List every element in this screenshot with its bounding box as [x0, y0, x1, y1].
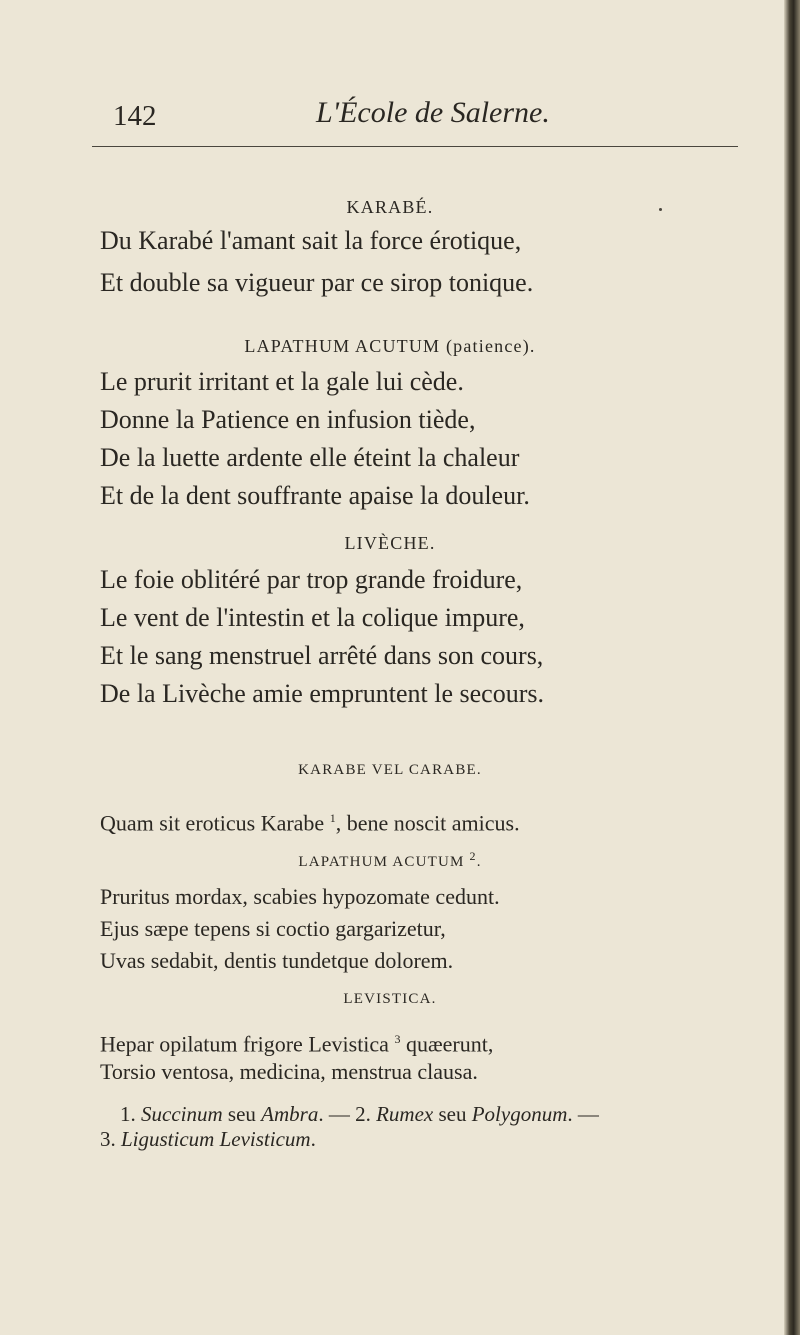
- footnote-term: Succinum: [141, 1102, 223, 1126]
- footnote-term: Polygonum: [471, 1102, 568, 1126]
- footnote-term: Ligusticum Levisticum: [121, 1127, 311, 1151]
- heading-liveche: LIVÈCHE.: [344, 533, 436, 553]
- footnote-number: 3.: [100, 1127, 121, 1151]
- verse-text: quæerunt,: [400, 1031, 494, 1057]
- verse-lapathum-3: De la luette ardente elle éteint la chaleur: [100, 443, 520, 472]
- verse-karabe-1: Du Karabé l'amant sait la force érotique,: [100, 226, 522, 255]
- page-edge-shadow: [784, 0, 800, 1335]
- footnote-line-2: [100, 1127, 599, 1152]
- paper-speck: [659, 208, 662, 211]
- footnote-text: seu: [433, 1102, 472, 1126]
- verse-liveche-1: Le foie oblitéré par trop grande froidure,: [100, 565, 523, 594]
- verse-text: , bene noscit amicus.: [335, 810, 520, 836]
- verse-lapathum-2: Donne la Patience en infusion tiède,: [100, 405, 476, 434]
- heading-text: .: [476, 854, 482, 870]
- footnote-marker-3: 3: [394, 1032, 401, 1046]
- footnote-text: seu: [222, 1102, 262, 1126]
- footnote-text: . —: [318, 1102, 356, 1126]
- heading-karabe: KARABÉ.: [346, 197, 434, 217]
- verse-karabe-latin: [100, 804, 520, 837]
- footnote-number: 2.: [355, 1102, 377, 1126]
- verse-lapathum-latin-2: Ejus sæpe tepens si coctio gargarizetur,: [100, 916, 446, 941]
- running-title: L'École de Salerne.: [316, 96, 550, 129]
- footnotes: [100, 1102, 599, 1152]
- verse-levistica-2: Torsio ventosa, medicina, menstrua clausa.: [100, 1059, 478, 1084]
- heading-lapathum: LAPATHUM ACUTUM (patience).: [244, 336, 536, 356]
- verse-liveche-3: Et le sang menstruel arrêté dans son cours,: [100, 641, 544, 670]
- footnote-term: Ambra: [261, 1102, 319, 1126]
- heading-karabe-latin: KARABE VEL CARABE.: [298, 762, 482, 778]
- verse-liveche-4: De la Livèche amie empruntent le secours.: [100, 679, 544, 708]
- header-rule: [92, 146, 738, 147]
- verse-text: Quam sit eroticus Karabe: [100, 810, 330, 836]
- verse-lapathum-latin-1: Pruritus mordax, scabies hypozomate cedunt.: [100, 884, 500, 909]
- heading-lapathum-latin: [0, 849, 780, 871]
- heading-levistica: LEVISTICA.: [343, 991, 437, 1007]
- footnote-marker-1: 1: [329, 811, 336, 825]
- page-header: [0, 92, 780, 138]
- verse-text: Hepar opilatum frigore Levistica: [100, 1031, 395, 1057]
- footnote-term: Rumex: [376, 1102, 434, 1126]
- verse-levistica-1: [100, 1025, 493, 1058]
- verse-karabe-2: Et double sa vigueur par ce sirop tonique.: [100, 268, 534, 297]
- footnote-marker-2: 2: [469, 849, 477, 863]
- verse-lapathum-latin-3: Uvas sedabit, dentis tundetque dolorem.: [100, 948, 454, 973]
- footnote-text: . —: [567, 1102, 599, 1126]
- page-number: 142: [113, 100, 157, 132]
- verse-lapathum-4: Et de la dent souffrante apaise la douleur.: [100, 481, 530, 510]
- footnote-line-1: [100, 1102, 599, 1127]
- heading-text: LAPATHUM ACUTUM: [298, 854, 470, 870]
- verse-lapathum-1: Le prurit irritant et la gale lui cède.: [100, 367, 464, 396]
- verse-liveche-2: Le vent de l'intestin et la colique impure,: [100, 603, 525, 632]
- footnote-number: 1.: [120, 1102, 141, 1126]
- footnote-text: .: [310, 1127, 316, 1151]
